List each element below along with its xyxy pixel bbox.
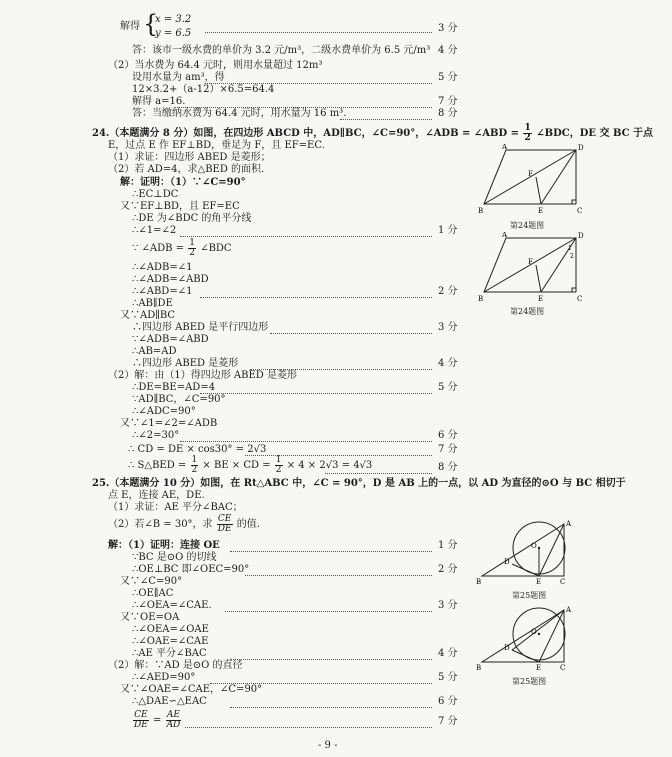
score: 6 分 <box>438 696 458 707</box>
page-number: - 9 - <box>318 740 338 751</box>
score: 8 分 <box>438 108 458 119</box>
point-a: A <box>502 232 508 239</box>
answer-line: 答：当缴纳水费为 64.4 元时，用水量为 16 m³. <box>132 108 347 119</box>
text-line: ∴∠ADB=∠ABD <box>132 274 209 285</box>
angle-2: 2 <box>570 253 574 260</box>
q24-figure-1 <box>476 144 586 216</box>
dot-leader <box>245 569 432 576</box>
text-line: ∴∠OAE=∠CAE <box>132 636 209 647</box>
text-line: （2）解：∵AD 是⊙O 的直径 <box>108 660 243 671</box>
text-line: ∴AE 平分∠BAC <box>132 648 207 659</box>
point-o: O <box>531 628 537 636</box>
system-eq-2: y = 6.5 <box>155 28 192 39</box>
score: 7 分 <box>438 716 458 727</box>
text-line: 又∵∠OAE=∠CAE，∠C=90° <box>120 684 263 695</box>
text-line: ∴EC⊥DC <box>132 189 179 200</box>
q25-heading: 25.（本题满分 10 分）如图，在 Rt△ABC 中，∠C = 90°，D 是 AB 上的一点，以 AD 为直径的⊙O 与 BC 相切于 <box>92 478 626 489</box>
q24-heading: 24.（本题满分 8 分）如图，在四边形 ABCD 中，AD∥BC，∠C=90°，∠ADB = ∠ABD = $\frac{1}{2}$ ∠BDC，DE 交 BC 于点 <box>92 123 654 143</box>
score: 5 分 <box>438 672 458 683</box>
score: 2 分 <box>438 564 458 575</box>
point-c: C <box>577 207 583 215</box>
point-d: D <box>504 558 510 566</box>
text-line: ∴∠ADB=∠1 <box>132 262 193 273</box>
text-line: ∴△DAE∽△EAC <box>132 696 207 707</box>
point-c: C <box>577 295 583 303</box>
angle-1: 1 <box>568 245 572 252</box>
dot-leader <box>325 467 432 474</box>
point-b: B <box>476 664 482 672</box>
text-line: 12×3.2+（a-12）×6.5=64.4 <box>132 84 275 95</box>
text-line: （2）当水费为 64.4 元时，则用水量超过 12m³ <box>108 60 323 71</box>
text-line: ∴∠ABD=∠1 <box>132 286 193 297</box>
text-line: （2）若 AD=4，求△BED 的面积. <box>108 164 265 175</box>
dot-leader <box>225 605 432 612</box>
dot-leader <box>180 435 432 442</box>
score: 7 分 <box>438 444 458 455</box>
point-d: D <box>578 144 584 152</box>
score: 4 分 <box>438 358 458 369</box>
point-e: E <box>536 578 542 586</box>
score: 3 分 <box>438 23 458 34</box>
text-line: ∴∠1=∠2 <box>132 225 177 236</box>
dot-leader <box>230 545 432 552</box>
text-line: ∴AB=AD <box>132 346 177 357</box>
text-line: 又∵EF⊥BD，且 EF=EC <box>120 201 240 212</box>
score: 4 分 <box>438 45 458 56</box>
text-line: 又∵∠1=∠2=∠ADB <box>120 418 218 429</box>
text-line: E，过点 E 作 EF⊥BD，垂足为 F，且 EF=EC. <box>108 140 325 151</box>
point-e: E <box>536 664 542 672</box>
figure-caption: 第25题图 <box>512 591 547 600</box>
text-line: ∵AD∥BC，∠C=90° <box>132 394 226 405</box>
point-a: A <box>566 606 572 614</box>
score: 4 分 <box>438 648 458 659</box>
text-line: ∴OE⊥BC 即∠OEC=90° <box>132 564 250 575</box>
math-line: ∴ S△BED = $\frac{1}{2}$ × BE × CD = $\frac{1}{2}$ × 4 × 2√3 = 4√3 <box>128 455 373 475</box>
text-line: ∴∠AED=90° <box>132 672 196 683</box>
q25-figure-1 <box>476 518 576 586</box>
text-line: ∴∠OEA=∠CAE. <box>132 600 212 611</box>
score: 8 分 <box>438 462 458 473</box>
dot-leader <box>245 449 432 456</box>
text-line: ∵∠ADB=∠ABD <box>132 334 209 345</box>
dot-leader <box>200 291 432 298</box>
point-e: E <box>538 207 544 215</box>
text-line: 又∵OE=OA <box>120 612 180 623</box>
text-line: ∴AB∥DE <box>132 298 173 309</box>
text-line: ∴∠ADC=90° <box>132 406 196 417</box>
figure-caption: 第24题图 <box>510 221 545 230</box>
point-c: C <box>560 578 566 586</box>
math-line: $\frac{CE}{DE}$ = $\frac{AE}{AD}$ <box>134 710 181 730</box>
text-line: 解：证明：（1）∵∠C=90° <box>120 177 246 188</box>
math-line: ∵ ∠ADB = $\frac{1}{2}$ ∠BDC <box>132 238 232 258</box>
text-line: 又∵∠C=90° <box>120 576 183 587</box>
system-eq-1: x = 3.2 <box>155 14 192 25</box>
point-e: E <box>538 295 544 303</box>
figure-caption: 第24题图 <box>510 307 545 316</box>
dot-leader <box>250 363 432 370</box>
text-line: ∴OE∥AC <box>132 588 174 599</box>
score: 6 分 <box>438 430 458 441</box>
point-b: B <box>478 295 484 303</box>
q25-figure-2 <box>476 604 576 672</box>
dot-leader <box>175 101 432 108</box>
math-line: ∴ CD = DE × cos30° = 2√3 <box>128 444 267 455</box>
solve-label: 解得 <box>120 21 140 32</box>
dot-leader <box>230 701 432 708</box>
score: 3 分 <box>438 322 458 333</box>
point-o: O <box>531 542 537 550</box>
point-f: F <box>528 258 533 266</box>
text-line: ∴∠2=30° <box>132 430 180 441</box>
point-d: D <box>578 232 584 240</box>
dot-leader <box>270 327 432 334</box>
dot-leader <box>180 230 432 237</box>
text-line: ∵BC 是⊙O 的切线 <box>132 552 217 563</box>
text-line: ∴∠OEA=∠OAE <box>132 624 209 635</box>
score: 1 分 <box>438 540 458 551</box>
dot-leader <box>210 677 432 684</box>
q24-figure-2 <box>476 232 586 304</box>
math-line: （2）若∠B = 30°，求 $\frac{CE}{DE}$ 的值. <box>108 514 260 534</box>
point-a: A <box>502 144 508 151</box>
point-d: D <box>504 644 510 652</box>
point-b: B <box>478 207 484 215</box>
point-a: A <box>566 520 572 528</box>
text-line: （1）求证：四边形 ABED 是菱形； <box>108 152 271 163</box>
figure-caption: 第25题图 <box>512 677 547 686</box>
text-line: 又∵AD∥BC <box>120 310 176 321</box>
dot-leader <box>205 77 432 84</box>
point-c: C <box>560 664 566 672</box>
score: 5 分 <box>438 72 458 83</box>
point-b: B <box>476 578 482 586</box>
text-line: ∴DE=BE=AD=4 <box>132 382 216 393</box>
answer-line: 答：该市一级水费的单价为 3.2 元/m³，二级水费单价为 6.5 元/m³ <box>132 45 431 56</box>
score: 2 分 <box>438 286 458 297</box>
dot-leader <box>185 721 432 728</box>
text-line: ∴DE 为∠BDC 的角平分线 <box>132 213 252 224</box>
text-line: ∴四边形 ABED 是菱形 <box>132 358 239 369</box>
dot-leader <box>340 113 432 120</box>
dot-leader <box>205 26 432 33</box>
system-brace: { <box>143 10 159 38</box>
dot-leader <box>200 387 432 394</box>
score: 1 分 <box>438 225 458 236</box>
text-line: （1）求证：AE 平分∠BAC； <box>108 502 243 513</box>
score: 5 分 <box>438 382 458 393</box>
score: 7 分 <box>438 96 458 107</box>
point-f: F <box>528 170 533 178</box>
text-line: 设用水量为 am³，得 <box>132 72 225 83</box>
text-line: 解：（1）证明：连接 OE <box>108 540 220 551</box>
text-line: ∴四边形 ABED 是平行四边形 <box>132 322 269 333</box>
dot-leader <box>230 653 432 660</box>
text-line: （2）解：由（1）得四边形 ABED 是菱形 <box>108 370 297 381</box>
score: 3 分 <box>438 600 458 611</box>
text-line: 点 E，连接 AE，DE. <box>108 490 205 501</box>
text-line: 解得 a=16. <box>132 96 186 107</box>
